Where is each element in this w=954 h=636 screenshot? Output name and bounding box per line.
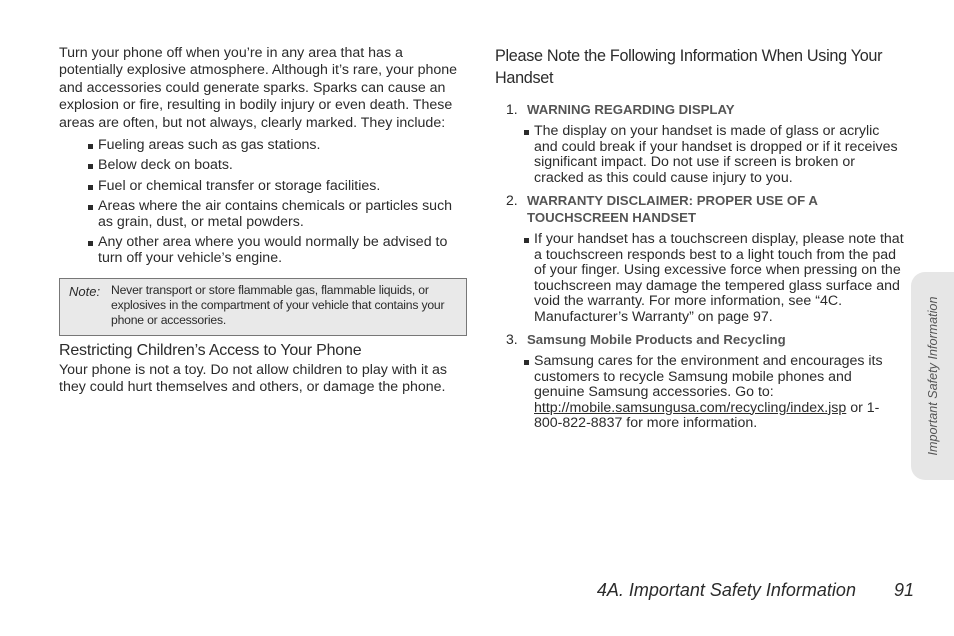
intro-paragraph: Turn your phone off when you’re in any area that has a potentially explosive atmosphere. Although it’s rare, your phone and accessories could generate sparks. Sparks can cause an explosion or fire, resulting in bodily injury or even death. These areas are often, but not always, clearly marked. They include: xyxy=(59,45,458,131)
square-bullet-icon xyxy=(88,185,93,190)
numbered-item xyxy=(495,192,905,325)
page-number: 91 xyxy=(893,580,914,600)
item-title: WARNING REGARDING DISPLAY xyxy=(527,102,735,117)
note-label: Note: xyxy=(69,283,101,299)
hazard-list xyxy=(59,138,467,267)
section-heading: Please Note the Following Information When Using Your Handset xyxy=(495,47,883,87)
right-column xyxy=(495,45,905,438)
list-item: Fuel or chemical transfer or storage facilities. xyxy=(88,179,467,195)
section-paragraph: Your phone is not a toy. Do not allow children to play with it as they could hurt themselves and others, or damage the phone. xyxy=(59,361,448,395)
square-bullet-icon xyxy=(524,238,529,243)
list-item: Below deck on boats. xyxy=(88,158,467,174)
square-bullet-icon xyxy=(524,130,529,135)
item-title: WARRANTY DISCLAIMER: PROPER USE OF A TOUCHSCREEN HANDSET xyxy=(527,193,818,225)
square-bullet-icon xyxy=(88,164,93,169)
numbered-item xyxy=(495,331,905,432)
square-bullet-icon xyxy=(88,144,93,149)
footer-section: 4A. Important Safety Information xyxy=(596,580,856,600)
section-heading: Restricting Children’s Access to Your Phone xyxy=(59,341,362,359)
list-item: Samsung cares for the environment and encourages its customers to recycle Samsung mobile phones and genuine Samsung accessories. Go to: http://mobile.samsungusa.com/recycling/index.jsp or 1-800-822-8837 for more information. xyxy=(524,354,905,432)
left-column xyxy=(59,45,467,396)
item-number: 1. xyxy=(506,101,518,117)
square-bullet-icon xyxy=(88,241,93,246)
item-number: 3. xyxy=(506,331,518,347)
list-item: Any other area where you would normally be advised to turn off your vehicle’s engine. xyxy=(88,235,467,267)
recycling-link[interactable]: http://mobile.samsungusa.com/recycling/index.jsp xyxy=(534,399,847,416)
side-tab-label: Important Safety Information xyxy=(925,296,940,456)
note-box xyxy=(59,278,467,336)
side-tab xyxy=(911,272,954,480)
square-bullet-icon xyxy=(88,205,93,210)
list-item: The display on your handset is made of glass or acrylic and could break if your handset is dropped or if it receives significant impact. Do not use if screen is broken or cracked as this could cause injury to you. xyxy=(524,124,905,186)
page-footer xyxy=(597,580,914,601)
item-title: Samsung Mobile Products and Recycling xyxy=(527,332,786,347)
list-item: Areas where the air contains chemicals or particles such as grain, dust, or metal powders. xyxy=(88,199,467,231)
note-text: Never transport or store flammable gas, flammable liquids, or explosives in the compartment of your vehicle that contains your phone or accessories. xyxy=(111,282,445,328)
square-bullet-icon xyxy=(524,360,529,365)
list-item: If your handset has a touchscreen display, please note that a touchscreen responds best to a light touch from the pad of your finger. Using excessive force when pressing on the touchscreen may damage the tempered glass surface and void the warranty. For more information, see “4C. Manufacturer’s Warranty” on page 97. xyxy=(524,232,905,325)
item-number: 2. xyxy=(506,192,518,208)
list-item: Fueling areas such as gas stations. xyxy=(88,138,467,154)
numbered-item xyxy=(495,101,905,186)
